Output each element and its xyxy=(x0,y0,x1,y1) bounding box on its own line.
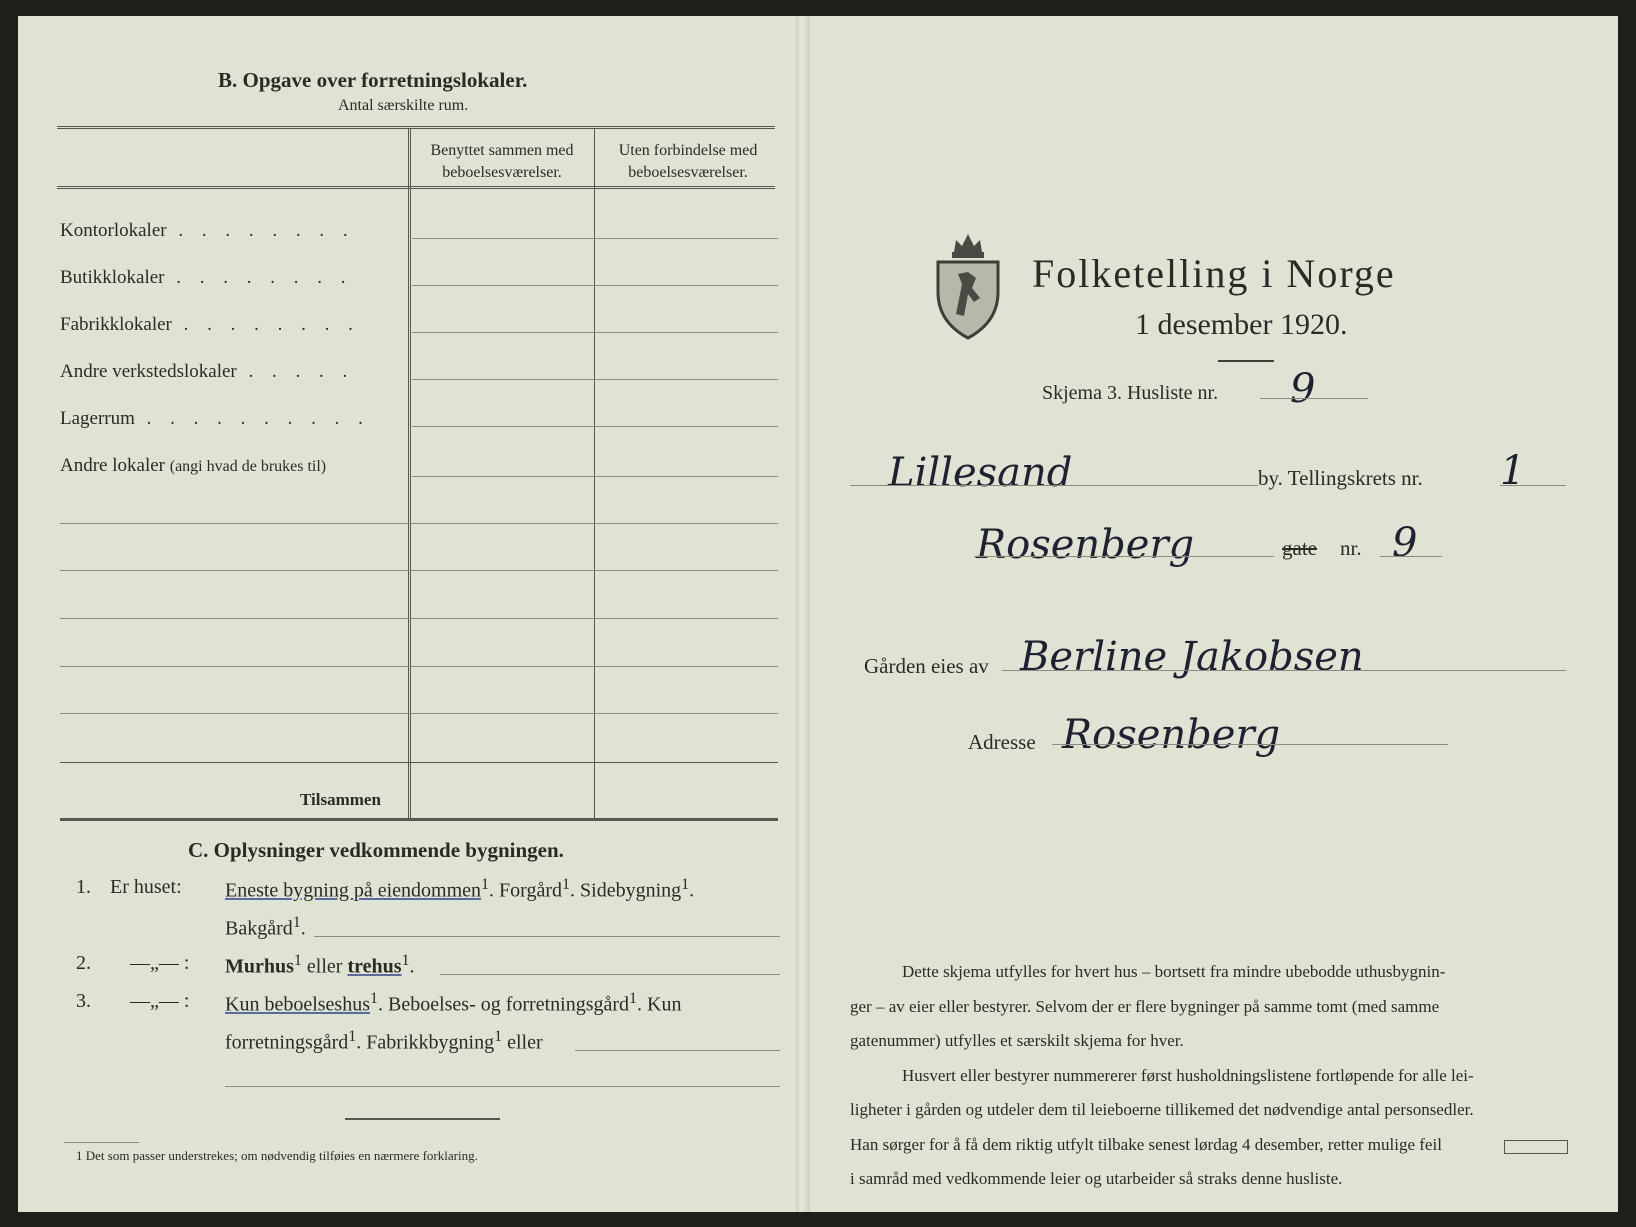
row-lagerrum: Lagerrum . . . . . . . . . . xyxy=(60,408,370,429)
address-value: Rosenberg xyxy=(1062,712,1281,758)
q3-option-kun-beboelseshus: Kun beboelseshus xyxy=(225,993,370,1016)
q1-option-eneste-bygning: Eneste bygning på eiendommen xyxy=(225,879,482,902)
row-rule xyxy=(60,618,778,619)
row-rule xyxy=(412,426,778,427)
row-rule xyxy=(412,332,778,333)
q1-bakgard: Bakgård$^1$. xyxy=(225,914,306,940)
q1-number: 1. xyxy=(76,876,91,898)
q3-options: Kun beboelseshus$^1$. Beboelses- og forretningsgård$^1$. Kun xyxy=(225,990,682,1016)
husliste-nr-value: 9 xyxy=(1290,366,1316,412)
row-kontorlokaler: Kontorlokaler . . . . . . . . xyxy=(60,220,355,241)
total-label: Tilsammen xyxy=(300,790,381,809)
q2-number: 2. xyxy=(76,952,91,974)
section-b-heading: B. Opgave over forretningslokaler. xyxy=(218,68,528,92)
gate-label: gate xyxy=(1282,536,1317,560)
by-line xyxy=(850,485,1258,486)
answer-line xyxy=(314,936,780,937)
gate-line xyxy=(974,556,1274,557)
table-header-rule xyxy=(57,186,775,189)
krets-line xyxy=(1500,485,1566,486)
husliste-line xyxy=(1260,398,1368,399)
by-value: Lillesand xyxy=(888,450,1073,496)
owner-label: Gården eies av xyxy=(864,654,989,678)
section-c-heading: C. Oplysninger vedkommende bygningen. xyxy=(188,838,564,862)
document-title: Folketelling i Norge xyxy=(1032,251,1396,296)
answer-line xyxy=(440,974,780,975)
q2-options: Murhus$^1$ eller trehus$^1$. xyxy=(225,952,415,978)
answer-line xyxy=(575,1050,780,1051)
table-col-divider-1 xyxy=(408,128,411,818)
row-butikklokaler: Butikklokaler . . . . . . . . xyxy=(60,267,353,288)
col-header-with-dwelling: Benyttet sammen med beboelsesværelser. xyxy=(430,142,574,181)
instructions: Dette skjema utfylles for hvert hus – bortsett fra mindre ubebodde uthusbygnin- ger – av eier eller bestyrer. Selvom der er flere bygninger på samme tomt (med samme gatenummer) utfylles et særskilt skjema for hver. Husvert eller bestyrer nummererer først husholdningslistene fortløpende for alle lei- ligheter i gården og utdeler dem til leieboerne tillikemed det nødvendige antal personsedler. Han sørger for å få dem riktig utfylt tilbake senest lørdag 4 desember, retter mulige feil i samråd med vedkommende leier og utarbeider så straks denne husliste. xyxy=(850,962,1474,1188)
tellingskrets-nr-value: 1 xyxy=(1500,448,1526,494)
norwegian-coat-of-arms-icon xyxy=(932,222,1004,345)
q3-ditto: —„— : xyxy=(130,990,190,1012)
gate-nr-value: 9 xyxy=(1392,520,1418,566)
owner-line xyxy=(1002,670,1566,671)
table-top-rule xyxy=(57,126,775,129)
gate-nr-label: nr. xyxy=(1340,536,1362,560)
owner-value: Berline Jakobsen xyxy=(1020,634,1364,680)
q3-number: 3. xyxy=(76,990,91,1012)
q2-option-trehus: trehus xyxy=(347,955,402,978)
row-rule xyxy=(60,570,778,571)
row-rule xyxy=(60,666,778,667)
row-rule xyxy=(60,523,778,524)
total-top-rule xyxy=(60,762,778,763)
row-andre-verkstedslokaler: Andre verkstedslokaler . . . . . xyxy=(60,361,355,382)
by-label: by. Tellingskrets nr. xyxy=(1258,466,1423,490)
section-b-subheading: Antal særskilte rum. xyxy=(338,97,469,114)
title-rule xyxy=(1218,360,1274,362)
row-fabrikklokaler: Fabrikklokaler . . . . . . . . xyxy=(60,314,360,335)
q1-label: Er huset: xyxy=(110,876,182,898)
row-rule xyxy=(412,238,778,239)
row-rule xyxy=(412,379,778,380)
address-line xyxy=(1052,744,1448,745)
col-header-without-dwelling: Uten forbindelse med beboelsesværelser. xyxy=(618,142,758,181)
footnote-rule xyxy=(64,1142,139,1143)
q1-options: Eneste bygning på eiendommen$^1$. Forgård$^1$. Sidebygning$^1$. xyxy=(225,876,695,902)
address-label: Adresse xyxy=(968,730,1036,754)
section-end-rule xyxy=(345,1118,500,1120)
row-rule xyxy=(60,713,778,714)
gate-value: Rosenberg xyxy=(976,522,1195,568)
q2-ditto: —„— : xyxy=(130,952,190,974)
q3-options-cont: forretningsgård$^1$. Fabrikkbygning$^1$ eller xyxy=(225,1028,543,1054)
skjema-label: Skjema 3. Husliste nr. xyxy=(1042,382,1219,404)
answer-line xyxy=(225,1086,780,1087)
row-rule xyxy=(412,476,778,477)
printer-mark xyxy=(1504,1140,1568,1154)
row-rule xyxy=(412,285,778,286)
table-bottom-rule xyxy=(60,818,778,821)
census-date: 1 desember 1920. xyxy=(1135,308,1348,341)
footnote: 1 Det som passer understrekes; om nødvendig tilføies en nærmere forklaring. xyxy=(76,1148,478,1163)
table-col-divider-2 xyxy=(594,128,595,818)
page-fold xyxy=(796,16,810,1212)
gate-nr-line xyxy=(1380,556,1442,557)
row-andre-lokaler: Andre lokaler (angi hvad de brukes til) xyxy=(60,455,327,476)
